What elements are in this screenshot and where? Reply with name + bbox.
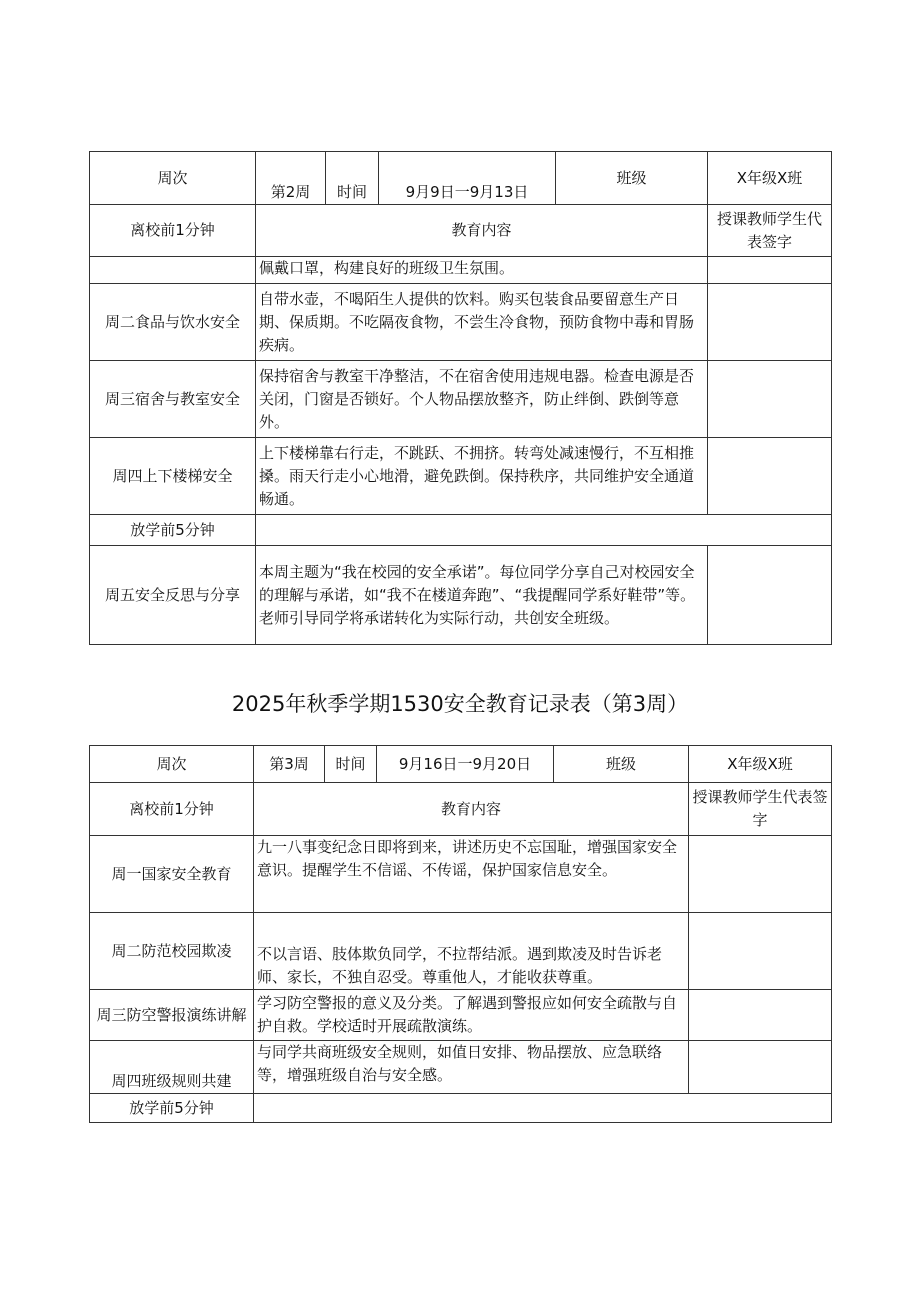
signature-cell bbox=[708, 546, 832, 645]
table-row bbox=[90, 438, 832, 515]
table-row bbox=[90, 284, 832, 361]
time-value: 9月16日一9月20日 bbox=[377, 746, 554, 783]
record-table-week3 bbox=[89, 745, 832, 1123]
row-label: 周四班级规则共建 bbox=[90, 1041, 254, 1094]
row-label: 放学前5分钟 bbox=[90, 1094, 254, 1123]
row-content bbox=[254, 1094, 832, 1123]
week-value: 第3周 bbox=[254, 746, 325, 783]
row-content: 佩戴口罩，构建良好的班级卫生氛围。 bbox=[256, 257, 708, 284]
class-label: 班级 bbox=[554, 746, 689, 783]
time-label: 时间 bbox=[325, 746, 377, 783]
week-value: 第2周 bbox=[256, 152, 326, 205]
row-label: 周二食品与饮水安全 bbox=[90, 284, 256, 361]
row-label: 周三宿舍与教室安全 bbox=[90, 361, 256, 438]
row-content: 保持宿舍与教室干净整洁，不在宿舍使用违规电器。检查电源是否关闭，门窗是否锁好。个人物品摆放整齐，防止绊倒、跌倒等意外。 bbox=[256, 361, 708, 438]
row-content: 不以言语、肢体欺负同学，不拉帮结派。遇到欺凌及时告诉老师、家长，不独自忍受。尊重他人，才能收获尊重。 bbox=[254, 913, 689, 990]
row-content: 与同学共商班级安全规则，如值日安排、物品摆放、应急联络等，增强班级自治与安全感。 bbox=[254, 1041, 689, 1094]
row-content: 学习防空警报的意义及分类。了解遇到警报应如何安全疏散与自护自救。学校适时开展疏散演练。 bbox=[254, 990, 689, 1041]
signature-cell bbox=[708, 257, 832, 284]
class-value: X年级X班 bbox=[689, 746, 832, 783]
time-value: 9月9日一9月13日 bbox=[379, 152, 556, 205]
row-label bbox=[90, 257, 256, 284]
signature-cell bbox=[708, 438, 832, 515]
table-row bbox=[90, 836, 832, 913]
signature-label: 授课教师学生代表签字 bbox=[708, 205, 832, 257]
signature-label: 授课教师学生代表签字 bbox=[689, 783, 832, 836]
signature-cell bbox=[689, 836, 832, 913]
row-label: 放学前5分钟 bbox=[90, 515, 256, 546]
time-label: 时间 bbox=[326, 152, 379, 205]
record-table-week2 bbox=[89, 151, 832, 645]
row-content: 自带水壶，不喝陌生人提供的饮料。购买包装食品要留意生产日期、保质期。不吃隔夜食物，不尝生冷食物，预防食物中毒和胃肠疾病。 bbox=[256, 284, 708, 361]
table-row bbox=[90, 546, 832, 645]
table-row bbox=[90, 1094, 832, 1123]
row-label: 周五安全反思与分享 bbox=[90, 546, 256, 645]
row-content: 九一八事变纪念日即将到来，讲述历史不忘国耻，增强国家安全意识。提醒学生不信谣、不传谣，保护国家信息安全。 bbox=[254, 836, 689, 913]
row-content: 本周主题为“我在校园的安全承诺”。每位同学分享自己对校园安全的理解与承诺，如“我不在楼道奔跑”、“我提醒同学系好鞋带”等。老师引导同学将承诺转化为实际行动，共创安全班级。 bbox=[256, 546, 708, 645]
table-row bbox=[90, 913, 832, 990]
before-school-label: 离校前1分钟 bbox=[90, 205, 256, 257]
week-label: 周次 bbox=[90, 746, 254, 783]
table-row bbox=[90, 1041, 832, 1094]
table-row bbox=[90, 257, 832, 284]
signature-cell bbox=[708, 284, 832, 361]
week-label: 周次 bbox=[90, 152, 256, 205]
row-label: 周四上下楼梯安全 bbox=[90, 438, 256, 515]
table-row bbox=[90, 515, 832, 546]
table-row bbox=[90, 990, 832, 1041]
content-label: 教育内容 bbox=[254, 783, 689, 836]
signature-cell bbox=[689, 913, 832, 990]
signature-cell bbox=[689, 1041, 832, 1094]
class-label: 班级 bbox=[556, 152, 708, 205]
signature-cell bbox=[708, 361, 832, 438]
row-label: 周二防范校园欺凌 bbox=[90, 913, 254, 990]
signature-cell bbox=[689, 990, 832, 1041]
page-title: 2025年秋季学期1530安全教育记录表（第3周） bbox=[231, 692, 689, 716]
content-label: 教育内容 bbox=[256, 205, 708, 257]
row-label: 周一国家安全教育 bbox=[90, 836, 254, 913]
class-value: X年级X班 bbox=[708, 152, 832, 205]
row-content: 上下楼梯靠右行走，不跳跃、不拥挤。转弯处减速慢行，不互相推搡。雨天行走小心地滑，避免跌倒。保持秩序，共同维护安全通道畅通。 bbox=[256, 438, 708, 515]
before-school-label: 离校前1分钟 bbox=[90, 783, 254, 836]
row-content bbox=[256, 515, 832, 546]
header-row bbox=[90, 746, 832, 783]
header-row bbox=[90, 152, 832, 205]
table-row bbox=[90, 361, 832, 438]
subheader-row bbox=[90, 783, 832, 836]
subheader-row bbox=[90, 205, 832, 257]
row-label: 周三防空警报演练讲解 bbox=[90, 990, 254, 1041]
